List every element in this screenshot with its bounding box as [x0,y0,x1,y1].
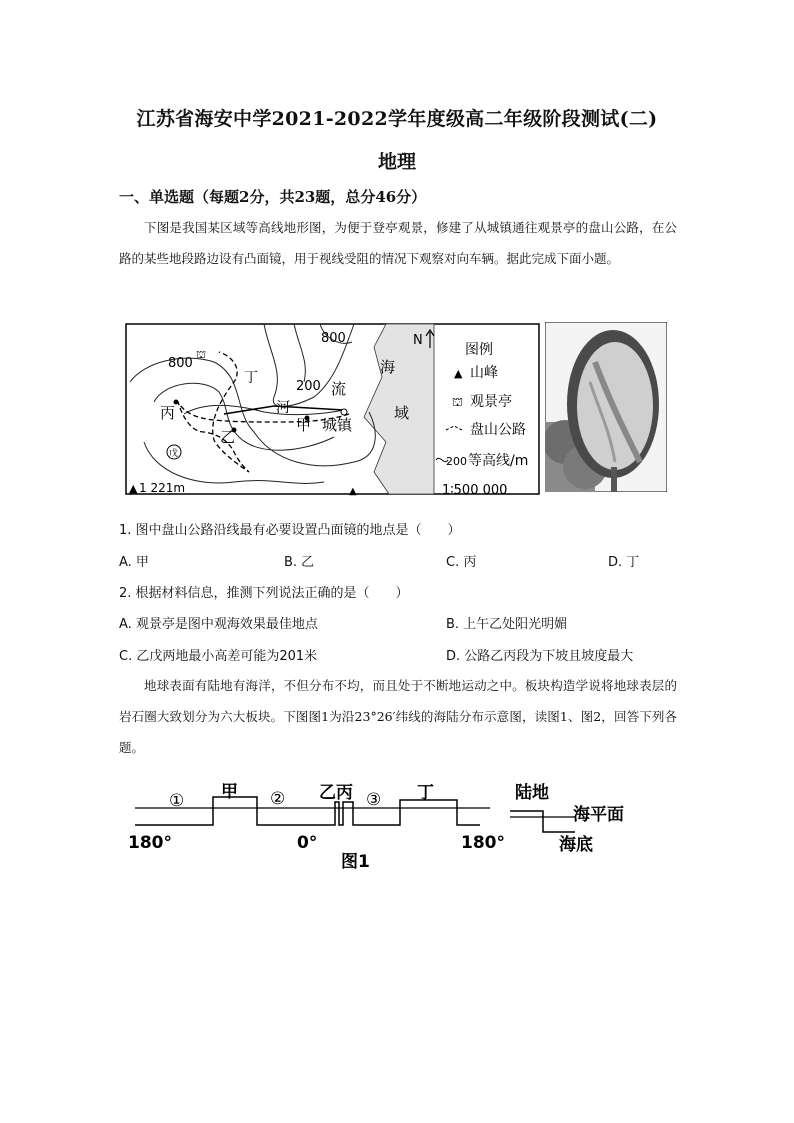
label-sea-2: 域 [394,404,410,422]
north-label: N [413,333,423,348]
label-river-1: 流 [331,380,347,398]
page-title: 江苏省海安中学2021-2022学年度级高二年级阶段测试(二) [136,108,658,130]
convex-mirror-photo [545,322,667,492]
contour-label: 800 [321,331,346,346]
legend-profile-icon [510,811,575,832]
peak-marker-icon-2: ▲ [349,486,357,497]
figure-1-diagram [125,772,645,882]
continent-ding-label: 丁 [417,783,434,803]
legend-land-label: 陆地 [515,783,549,803]
question-1-stem: 1. 图中盘山公路沿线最有必要设置凸面镜的地点是（ ） [119,523,461,538]
legend-contour-value: 200 [446,455,467,468]
pavilion-icon: ⛫ [196,348,207,361]
label-wu: 戊 [169,449,179,459]
longitude-mid: 0° [297,833,318,853]
label-yi: 乙 [220,428,236,446]
legend-pavilion-label: 观景亭 [470,394,512,410]
figure-1-caption: 图1 [341,852,370,872]
ocean-2-label: ② [270,789,286,809]
label-bing: 丙 [160,404,176,422]
section-heading: 一、单选题（每题2分，共23题，总分46分） [119,188,427,206]
ocean-3-label: ③ [366,790,382,810]
legend-road-label: 盘山公路 [470,422,526,438]
contour-label: 200 [296,379,321,394]
legend-peak-label: 山峰 [470,365,498,381]
q2-option-b[interactable]: B. 上午乙处阳光明媚 [446,617,568,632]
longitude-right: 180° [461,833,505,853]
continent-yibing-label: 乙丙 [319,783,353,803]
legend-title: 图例 [465,342,493,358]
q2-option-d[interactable]: D. 公路乙丙段为下坡且坡度最大 [446,649,634,664]
question-2-stem: 2. 根据材料信息，推测下列说法正确的是（ ） [119,586,409,601]
longitude-left: 180° [128,833,172,853]
passage-2: 地球表面有陆地有海洋，不但分布不均，而且处于不断地运动之中。板块构造学说将地球表层的岩石圈大致划分为六大板块。下图图1为沿23°26′纬线的海陆分布示意图，读图1、图2，回答下列各题。 [119,678,677,755]
label-ding: 丁 [244,370,258,386]
peak-elevation: 1 221m [139,481,186,495]
label-river-2: 河 [276,400,290,416]
legend-contour-label: 等高线/m [468,453,529,469]
contour-label: 800 [168,356,193,371]
legend-sea-floor-label: 海底 [559,835,593,855]
legend-sea-level-label: 海平面 [573,805,624,825]
label-town: 城镇 [322,416,353,434]
passage-1: 下图是我国某区域等高线地形图，为便于登亭观景，修建了从城镇通往观景亭的盘山公路，在公路的某些地段路边设有凸面镜，用于视线受阻的情况下观察对向车辆。据此完成下面小题。 [119,220,677,266]
point-town [341,409,347,415]
q2-option-a[interactable]: A. 观景亭是图中观海效果最佳地点 [119,617,318,632]
peak-marker-icon: ▲ [129,482,138,495]
continent-jia-label: 甲 [221,782,238,802]
map-scale: 1∶500 000 [442,483,508,498]
mirror-pole [611,467,617,492]
q1-option-b[interactable]: B. 乙 [284,555,315,570]
q2-option-c[interactable]: C. 乙戊两地最小高差可能为201米 [119,649,318,664]
label-jia: 甲 [296,416,312,434]
legend-peak-icon: ▲ [454,367,463,380]
contour-map [124,322,544,498]
q1-option-d[interactable]: D. 丁 [608,555,640,570]
legend-pavilion-icon: ⛫ [452,395,464,409]
q1-option-c[interactable]: C. 丙 [446,555,477,570]
q1-option-a[interactable]: A. 甲 [119,555,149,570]
label-sea-1: 海 [380,358,396,376]
page-subtitle: 地理 [377,151,416,173]
ocean-1-label: ① [169,791,185,811]
